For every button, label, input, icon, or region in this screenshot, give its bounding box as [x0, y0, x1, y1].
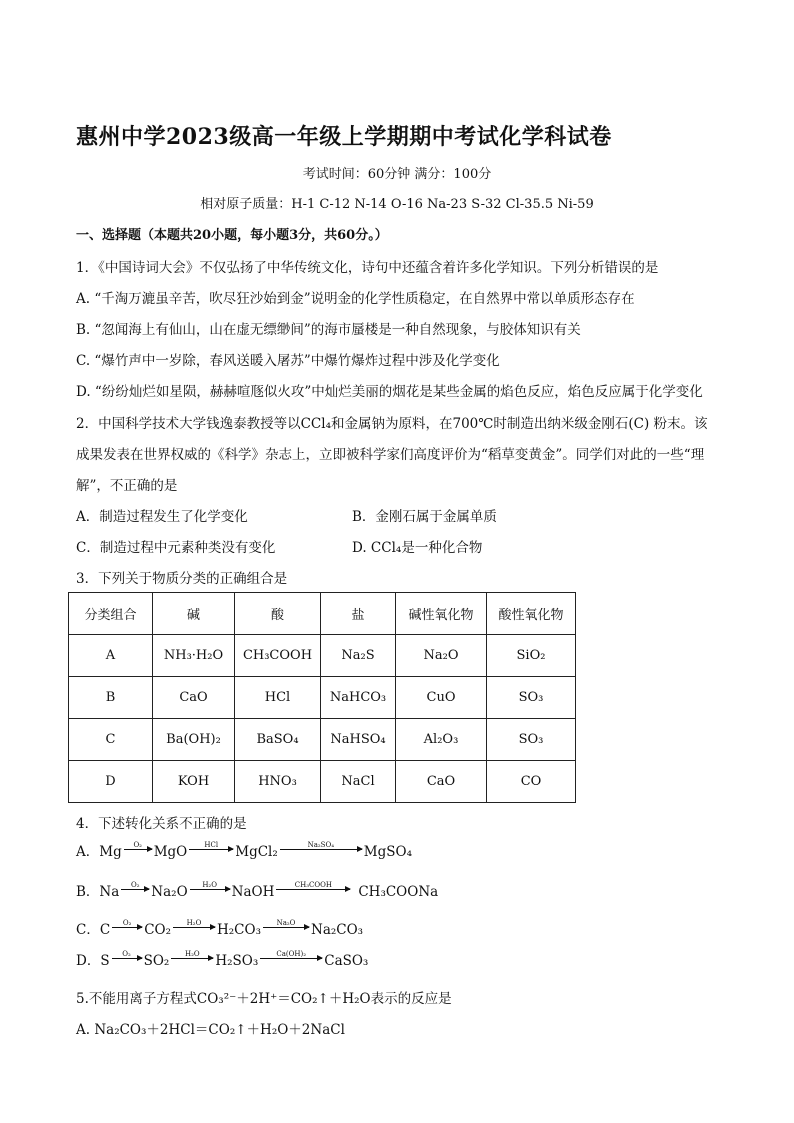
table-cell: CH₃COOH — [235, 635, 321, 677]
table-cell: HCl — [235, 677, 321, 719]
reaction-arrow-icon — [171, 950, 213, 965]
chain-species: SO₂ — [143, 953, 170, 969]
q4-option-b — [76, 880, 438, 900]
table-cell: NaHCO₃ — [321, 677, 396, 719]
table-cell: Na₂S — [321, 635, 396, 677]
table-cell: A — [69, 635, 153, 677]
q5-stem: 5.不能用离子方程式CO₃²⁻＋2H⁺＝CO₂↑＋H₂O表示的反应是 — [76, 991, 452, 1007]
arrow-reagent: O₂ — [133, 841, 142, 849]
chain-species: CO₂ — [144, 922, 171, 938]
reaction-arrow-icon — [276, 881, 350, 896]
q2-option-a: A．制造过程发生了化学变化 — [76, 509, 248, 525]
table-cell: Ba(OH)₂ — [153, 719, 235, 761]
table-cell: NH₃·H₂O — [153, 635, 235, 677]
table-cell: NaHSO₄ — [321, 719, 396, 761]
table-row — [69, 761, 576, 803]
chain-species: Mg — [99, 844, 122, 860]
page-title: 惠州中学2023级高一年级上学期期中考试化学科试卷 — [76, 124, 612, 150]
q4-stem: 4．下述转化关系不正确的是 — [76, 816, 247, 832]
chain-label: D． — [76, 953, 101, 969]
table-cell: B — [69, 677, 153, 719]
table-header-row — [69, 593, 576, 635]
arrow-reagent: O₂ — [122, 919, 132, 927]
table-header-cell: 盐 — [321, 593, 396, 635]
table-header-cell: 分类组合 — [69, 593, 153, 635]
table-cell: SO₃ — [487, 677, 576, 719]
q2-stem-line2: 成果发表在世界权威的《科学》杂志上，立即被科学家们高度评价为“稻草变黄金”。同学们对此的一些“理 — [76, 447, 705, 463]
q4-option-a — [76, 840, 412, 860]
chain-species: Na₂CO₃ — [311, 922, 364, 938]
table-header-cell: 碱性氧化物 — [396, 593, 487, 635]
q3-stem: 3．下列关于物质分类的正确组合是 — [76, 571, 288, 587]
arrow-reagent: Na₂O — [276, 919, 296, 927]
table-cell: SO₃ — [487, 719, 576, 761]
arrow-reagent: Ca(OH)₂ — [276, 950, 307, 958]
chain-species: C — [99, 922, 111, 938]
arrow-reagent: H₂O — [184, 950, 200, 958]
table-cell: CaO — [153, 677, 235, 719]
q2-option-d: D. CCl₄是一种化合物 — [352, 540, 483, 556]
table-cell: C — [69, 719, 153, 761]
table-cell: Na₂O — [396, 635, 487, 677]
table-header-cell: 酸 — [235, 593, 321, 635]
arrow-reagent: HCl — [204, 841, 219, 849]
chain-label: C． — [76, 922, 100, 938]
table-row — [69, 677, 576, 719]
chain-label: A． — [76, 844, 100, 860]
reaction-arrow-icon — [121, 881, 149, 896]
chain-species: Na₂O — [151, 884, 188, 900]
reaction-arrow-icon — [280, 841, 362, 856]
table-cell: CaO — [396, 761, 487, 803]
arrow-reagent: H₂O — [186, 919, 202, 927]
table-cell: D — [69, 761, 153, 803]
reaction-arrow-icon — [173, 919, 215, 934]
q2-stem-line3: 解”，不正确的是 — [76, 478, 178, 494]
arrow-reagent: Na₂SO₄ — [307, 841, 335, 849]
atomic-mass-line: 相对原子质量：H-1 C-12 N-14 O-16 Na-23 S-32 Cl-35.5 Ni-59 — [200, 197, 594, 212]
reaction-arrow-icon — [112, 919, 142, 934]
table-row — [69, 635, 576, 677]
chain-label: B． — [76, 884, 100, 900]
table-cell: BaSO₄ — [235, 719, 321, 761]
q1-option-b: B. “忽闻海上有仙山，山在虚无缥缈间”的海市蜃楼是一种自然现象，与胶体知识有关 — [76, 322, 581, 338]
chain-species: H₂SO₃ — [215, 953, 259, 969]
arrow-reagent: O₂ — [122, 950, 131, 958]
q1-stem: 1．《中国诗词大会》不仅弘扬了中华传统文化，诗句中还蕴含着许多化学知识。下列分析错误的是 — [76, 260, 659, 276]
q2-option-c: C．制造过程中元素种类没有变化 — [76, 540, 276, 556]
q4-option-d — [76, 949, 368, 969]
table-cell: CO — [487, 761, 576, 803]
q2-option-b: B．金刚石属于金属单质 — [352, 509, 497, 525]
exam-info: 考试时间：60分钟 满分：100分 — [302, 167, 492, 182]
table-cell: SiO₂ — [487, 635, 576, 677]
reaction-arrow-icon — [124, 841, 152, 856]
q5-option-a: A. Na₂CO₃＋2HCl＝CO₂↑＋H₂O＋2NaCl — [76, 1022, 345, 1038]
arrow-reagent: CH₃COOH — [294, 881, 332, 889]
classification-table — [68, 592, 576, 803]
chain-species: S — [100, 953, 110, 969]
arrow-reagent: O₂ — [131, 881, 140, 889]
q1-option-a: A. “千淘万漉虽辛苦，吹尽狂沙始到金”说明金的化学性质稳定，在自然界中常以单质形态存在 — [76, 291, 635, 307]
chain-species: CaSO₃ — [324, 953, 369, 969]
section-heading: 一、选择题（本题共20小题，每小题3分，共60分。） — [76, 228, 388, 243]
q4-option-c — [76, 918, 363, 938]
table-cell: CuO — [396, 677, 487, 719]
arrow-reagent: H₂O — [202, 881, 217, 889]
table-header-cell: 碱 — [153, 593, 235, 635]
reaction-arrow-icon — [112, 950, 142, 965]
reaction-arrow-icon — [189, 841, 233, 856]
q2-stem-line1: 2．中国科学技术大学钱逸泰教授等以CCl₄和金属钠为原料，在700℃时制造出纳米级金刚石(C) 粉末。该 — [76, 416, 708, 432]
reaction-arrow-icon — [263, 919, 309, 934]
table-cell: Al₂O₃ — [396, 719, 487, 761]
chain-species: Na — [99, 884, 120, 900]
chain-species: H₂CO₃ — [217, 922, 261, 938]
table-cell: KOH — [153, 761, 235, 803]
chain-species: NaOH — [231, 884, 275, 900]
reaction-arrow-icon — [260, 950, 322, 965]
table-cell: NaCl — [321, 761, 396, 803]
chain-species: CH₃COONa — [358, 884, 439, 900]
table-cell: HNO₃ — [235, 761, 321, 803]
reaction-arrow-icon — [190, 881, 230, 896]
q1-option-d: D. “纷纷灿烂如星陨，赫赫喧豗似火攻”中灿烂美丽的烟花是某些金属的焰色反应，焰色反应属于化学变化 — [76, 384, 703, 400]
table-header-cell: 酸性氧化物 — [487, 593, 576, 635]
table-row — [69, 719, 576, 761]
chain-species: MgCl₂ — [235, 844, 278, 860]
chain-species: MgSO₄ — [363, 844, 412, 860]
chain-species: MgO — [153, 844, 188, 860]
q1-option-c: C. “爆竹声中一岁除，春风送暖入屠苏”中爆竹爆炸过程中涉及化学变化 — [76, 353, 500, 369]
